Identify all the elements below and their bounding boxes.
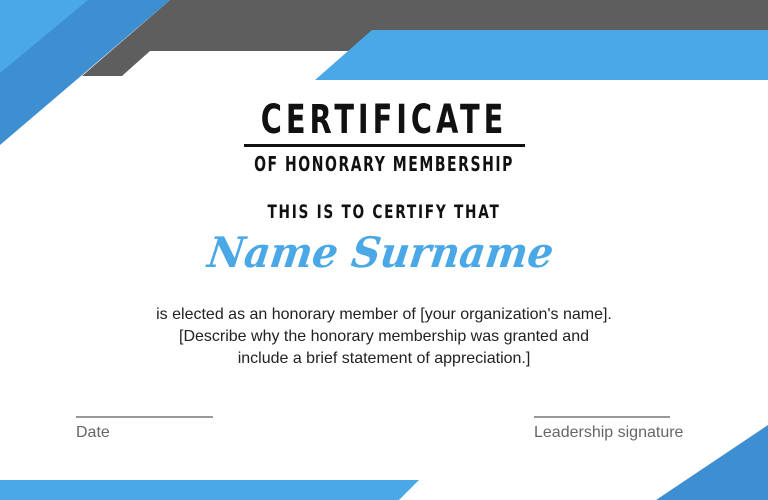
body-line: is elected as an honorary member of [your organization's name]. — [156, 306, 612, 323]
body-line: [Describe why the honorary membership was granted and — [179, 328, 589, 345]
leadership-signature-label: Leadership signature — [534, 424, 684, 441]
certify-line: THIS IS TO CERTIFY THAT — [267, 201, 501, 223]
body-line: include a brief statement of appreciation.] — [237, 350, 531, 367]
recipient-name: Name Surname — [204, 228, 557, 277]
certificate-title: CERTIFICATE — [260, 97, 508, 143]
date-signature-line — [76, 416, 213, 418]
leadership-signature-line — [534, 416, 670, 418]
title-underline — [244, 144, 525, 147]
blue-top-bar — [315, 30, 768, 80]
date-label: Date — [76, 424, 110, 441]
blue-bottom-bar — [0, 480, 419, 500]
certificate-body — [0, 304, 768, 370]
certificate-subtitle: OF HONORARY MEMBERSHIP — [254, 152, 514, 176]
